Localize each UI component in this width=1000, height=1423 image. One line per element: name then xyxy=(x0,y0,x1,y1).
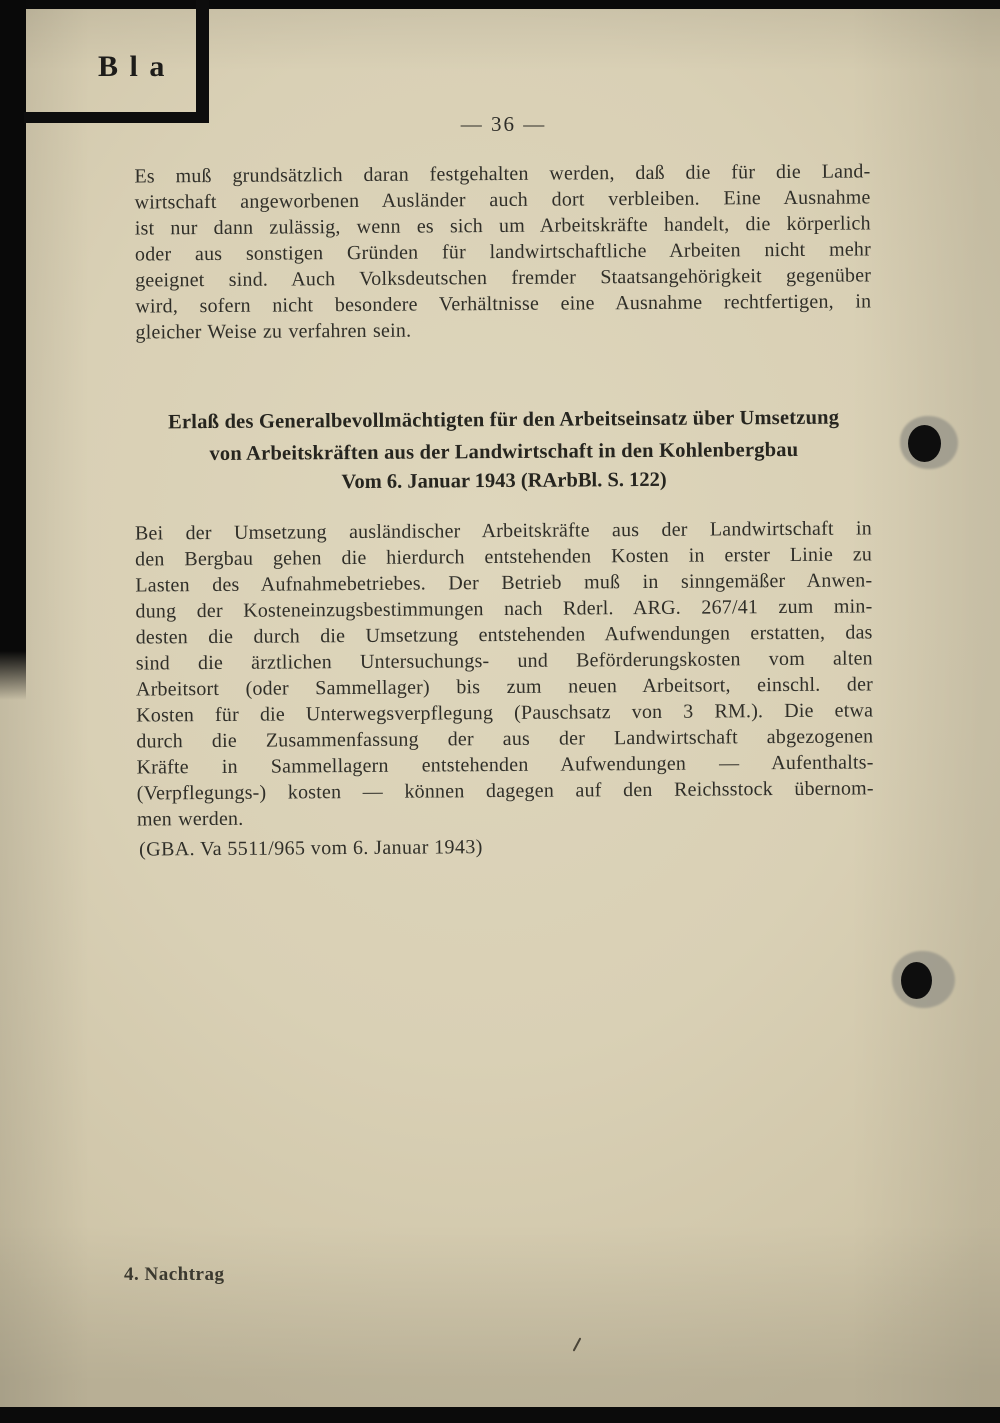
decree-reference: (GBA. Va 5511/965 vom 6. Januar 1943) xyxy=(139,836,483,861)
decree-title: Erlaß des Generalbevollmächtigten für den Arbeitseinsatz über Umsetzung von Arbeitskräften aus der Landwirtschaft in den Kohlenbergbau xyxy=(168,406,840,466)
paragraph-intro: Es muß grundsätzlich daran festgehalten werden, daß die für die Land- wirtschaft angeworbenen Ausländer auch dort verbleiben. Eine Ausnahme ist nur dann zulässig, wenn es sich um Arbeitskräfte handelt, die körperlich oder aus sonstigen Gründen für landwirtschaftliche Arbeiten nicht mehr geeignet sind. Auch Volksdeutschen fremder Staatsangehörigkeit gegenüber wird, sofern nicht besondere Verhältnisse eine Ausnahme rechtfertigen, in gleicher Weise zu verfahren sein. xyxy=(134,160,872,344)
page-number: — 36 — xyxy=(460,112,547,136)
section-corner-label: B l a xyxy=(98,50,167,83)
hole-punch-hole xyxy=(901,962,932,999)
decree-date-line: Vom 6. Januar 1943 (RArbBl. S. 122) xyxy=(341,468,667,494)
supplement-footer-label: 4. Nachtrag xyxy=(124,1264,225,1285)
hole-punch-hole xyxy=(908,425,941,462)
paragraph-decree-body: Bei der Umsetzung ausländischer Arbeitskräfte aus der Landwirtschaft in den Bergbau gehen die hierdurch entstehenden Kosten in erster Linie zu Lasten des Aufnahmebetriebes. Der Betrieb muß in sinngemäßer Anwen- dung der Kosteneinzugsbestimmungen nach Rderl. ARG. 267/41 zum min- desten die durch die Umsetzung entstehenden Aufwendungen erstatten, das sind die ärztlichen Untersuchungs- und Beförderungskosten vom alten Arbeitsort (oder Sammellager) bis zum neuen Arbeitsort, einschl. der Kosten für die Unterwegsverpflegung (Pauschsatz von 3 RM.). Die etwa durch die Zusammenfassung der aus der Landwirtschaft abgezogenen Kräfte in Sammellagern entstehenden Aufwendungen — Aufenthalts- (Verpflegungs-) kosten — können dagegen auf den Reichsstock übernom- men werden. xyxy=(134,517,874,831)
